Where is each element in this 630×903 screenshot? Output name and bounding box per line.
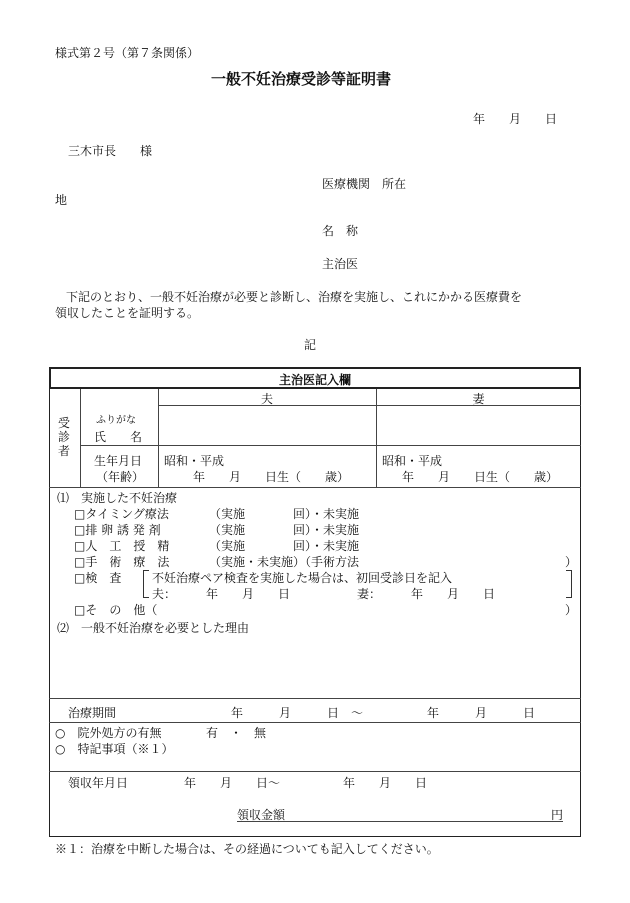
period-end[interactable]: 年 月 日 [427,706,536,720]
institution-address-cont: 地 [55,193,68,207]
receipt-date-start[interactable]: 年 月 日〜 [184,776,281,790]
divider [49,698,581,699]
treatment-label[interactable]: □排 卵 誘 発 剤 [74,523,161,537]
section2-title: ⑵ 一般不妊治療を必要とした理由 [57,621,250,635]
institution-address-label: 医療機関 所在 [322,177,407,191]
receipt-date-end[interactable]: 年 月 日 [343,776,428,790]
table-header-label: 主治医記入欄 [278,373,351,387]
outpatient-options[interactable]: 有 ・ 無 [206,726,267,740]
body-text-line2: 領収したことを証明する。 [55,306,200,320]
addressee: 三木市長 様 [68,144,153,158]
name-label: 氏 名 [94,430,143,444]
exam-wife-date[interactable]: 妻： 年 月 日 [357,587,496,601]
treatment-status[interactable]: （実施 回）・未実施 [209,507,360,521]
receipt-date-label: 領収年月日 [68,776,129,790]
wife-dob-fields[interactable]: 年 月 日生（ 歳） [402,470,559,484]
treatment-status[interactable]: （実施・未実施）（手術方法 [209,555,360,569]
divider [80,445,581,446]
age-label: （年齢） [96,470,145,484]
wife-column-header: 妻 [472,392,485,406]
exam-note: 不妊治療ペア検査を実施した場合は、初回受診日を記入 [152,571,453,585]
institution-name-label: 名 称 [322,224,359,238]
divider [80,389,81,487]
amount-underline[interactable] [237,821,563,822]
footnote: ※１：治療を中断した場合は、その経過についても記入してください。 [55,842,439,856]
doctor-label: 主治医 [322,257,359,271]
treatment-status[interactable]: （実施 回）・未実施 [209,539,360,553]
treatment-label[interactable]: □タイミング療法 [74,507,169,521]
bracket-right [566,570,572,598]
section1-title: ⑴ 実施した不妊治療 [57,491,178,505]
page-title: 一般不妊治療受診等証明書 [211,70,392,88]
dob-label: 生年月日 [94,454,143,468]
issue-date[interactable]: 年 月 日 [473,112,558,126]
husband-dob-fields[interactable]: 年 月 日生（ 歳） [193,470,350,484]
yen-label: 円 [551,808,564,822]
other-label[interactable]: □そ の 他（ [74,603,158,617]
receipt-amount-label: 領収金額 [237,808,286,822]
body-text-line1: 下記のとおり、一般不妊治療が必要と診断し、治療を実施し、これにかかる医療費を [66,290,523,304]
husband-column-header: 夫 [260,392,273,406]
close-paren: ） [565,603,578,617]
outpatient-label: ○ 院外処方の有無 [55,726,162,740]
notes-label: ○ 特記事項（※１） [55,742,174,756]
husband-era[interactable]: 昭和・平成 [164,454,225,468]
treatment-label[interactable]: □人 工 授 精 [74,539,170,553]
close-paren: ） [565,555,578,569]
exam-husband-date[interactable]: 夫： 年 月 日 [152,587,291,601]
period-start[interactable]: 年 月 日 〜 [231,706,364,720]
ki-label: 記 [304,338,317,352]
form-number: 様式第２号（第７条関係） [55,46,200,60]
wife-era[interactable]: 昭和・平成 [382,454,443,468]
divider [49,722,581,723]
treatment-label[interactable]: □手 術 療 法 [74,555,170,569]
divider [49,487,581,488]
period-label: 治療期間 [68,706,117,720]
furigana-label: ふりがな [96,415,136,426]
bracket-left [143,570,149,598]
treatment-status[interactable]: （実施 回）・未実施 [209,523,360,537]
exam-label[interactable]: □検 査 [74,571,122,585]
patient-label: 受診者 [58,416,71,458]
divider [49,771,581,772]
